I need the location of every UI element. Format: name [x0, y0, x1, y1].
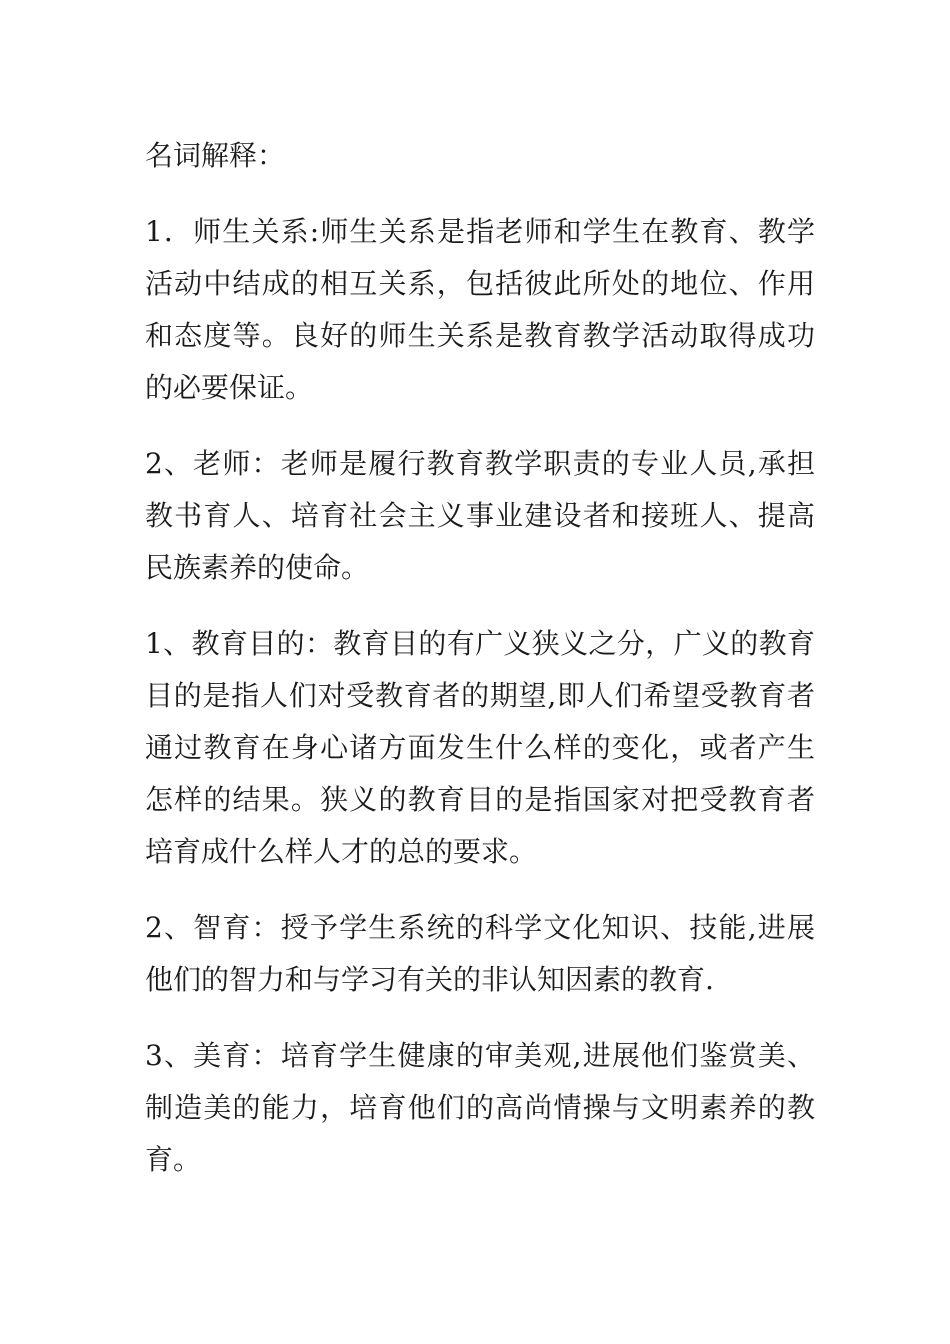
paragraph-teacher: 2、老师：老师是履行教育教学职责的专业人员,承担教书育人、培育社会主义事业建设者和接班人、提高民族素养的使命。: [145, 447, 815, 584]
paragraph-teacher-student-relationship: 1．师生关系:师生关系是指老师和学生在教育、教学活动中结成的相互关系，包括彼此所处的地位、作用和态度等。良好的师生关系是教育教学活动取得成功的必要保证。: [145, 215, 815, 404]
paragraph-aesthetic-education: 3、美育：培育学生健康的审美观,进展他们鉴赏美、制造美的能力，培育他们的高尚情操与文明素养的教育。: [145, 1039, 815, 1176]
paragraph-intellectual-education: 2、智育：授予学生系统的科学文化知识、技能,进展他们的智力和与学习有关的非认知因素的教育.: [145, 911, 815, 996]
paragraph-education-purpose: 1、教育目的：教育目的有广义狭义之分，广义的教育目的是指人们对受教育者的期望,即人们希望受教育者通过教育在身心诸方面发生什么样的变化，或者产生怎样的结果。狭义的教育目的是指国家对把受教育者培育成什么样人才的总的要求。: [145, 627, 815, 868]
section-heading: 名词解释：: [145, 139, 286, 172]
document-body: [145, 130, 815, 1210]
